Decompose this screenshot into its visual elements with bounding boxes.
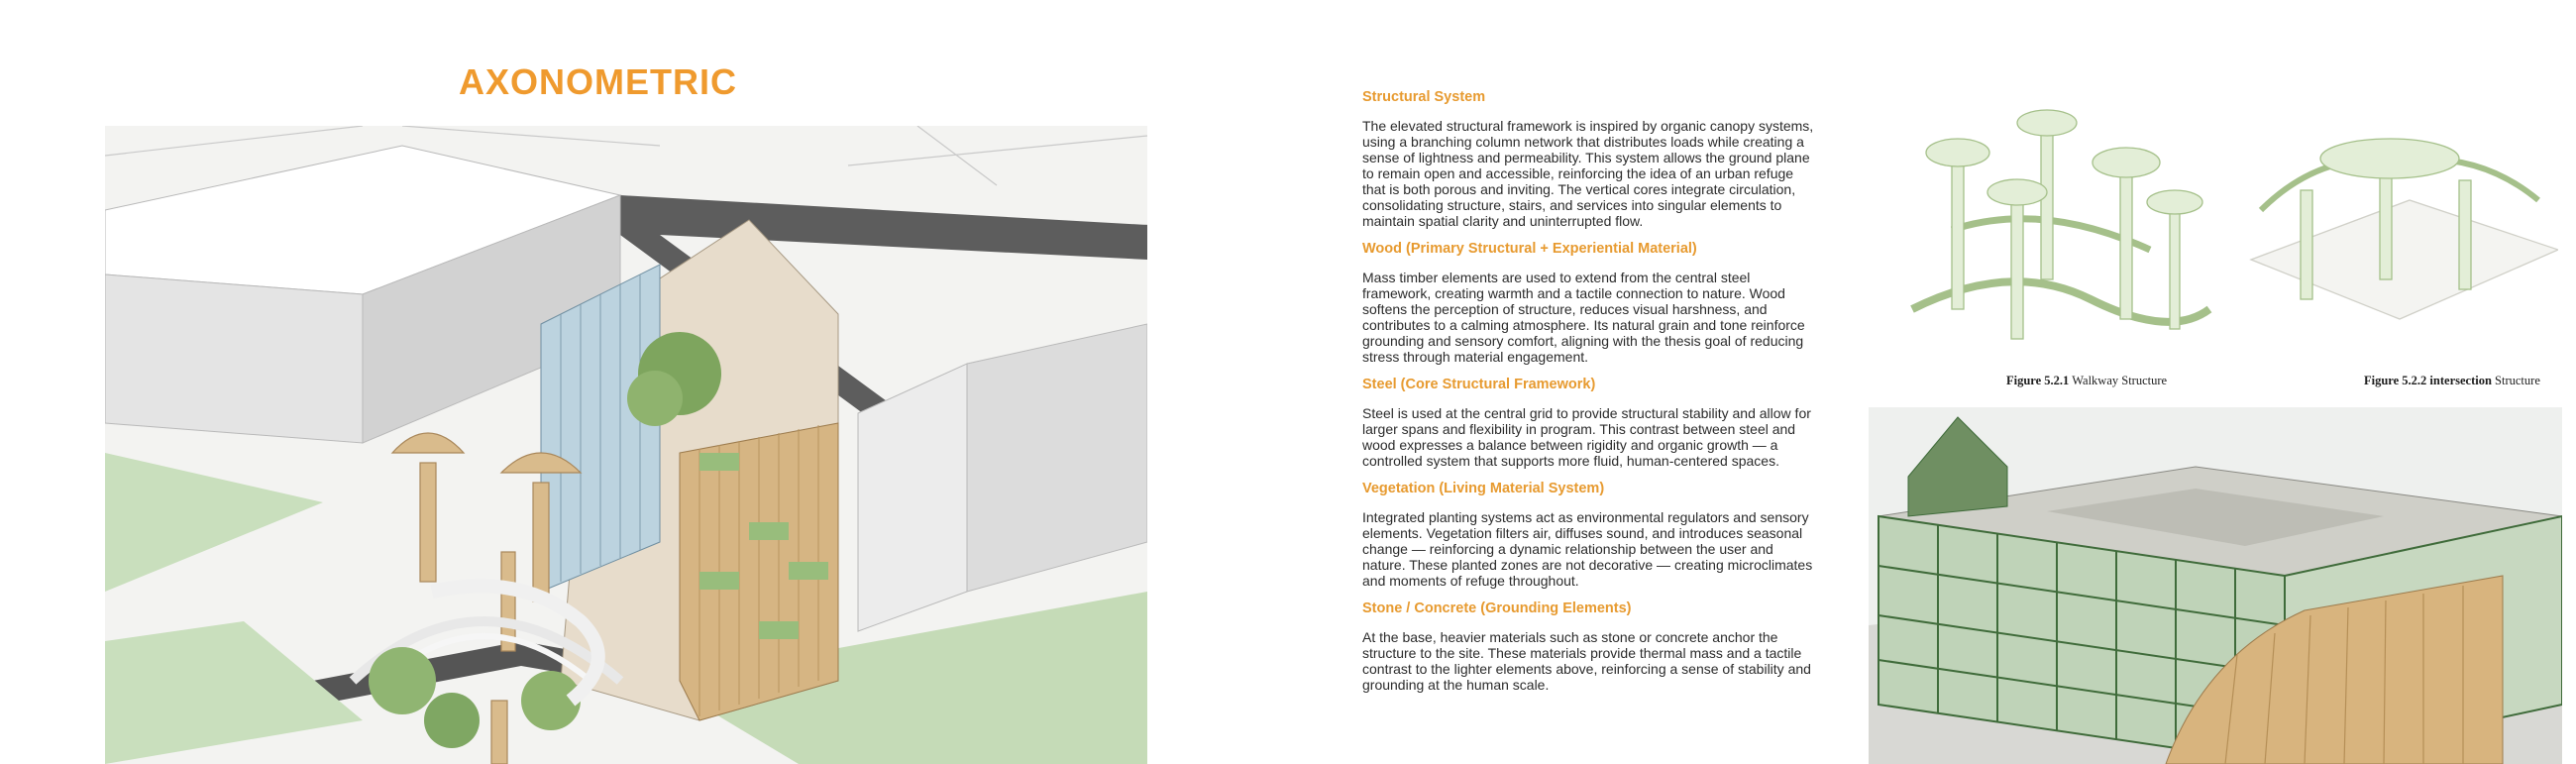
axonometric-illustration	[105, 126, 1147, 764]
section-body: Steel is used at the central grid to provide structural stability and allow for larger spans and flexibility in program. This contrast between steel and wood expresses a balance between rigidity and organic growth — a controlled system that supports more fluid, human-centered spaces.	[1362, 405, 1811, 469]
figure-caption: Walkway Structure	[2072, 374, 2168, 387]
intersection-caption	[2364, 374, 2540, 388]
section-heading: Structural System	[1362, 89, 1486, 105]
figure-caption: Structure	[2495, 374, 2540, 387]
section-body: Mass timber elements are used to extend from the central steel framework, creating warmth and a tactile connection to nature. Wood softens the perception of structure, reduces visual harshness, and contributes to a calming atmosphere. Its natural grain and tone reinforce grounding and sensory comfort, aligning with the thesis goal of reducing stress through material engagement.	[1362, 270, 1805, 365]
section-heading: Stone / Concrete (Grounding Elements)	[1362, 600, 1632, 616]
building-render	[1869, 407, 2562, 764]
section-body: The elevated structural framework is inspired by organic canopy systems, using a branching column network that distributes loads while creating a sense of lightness and permeability. This system allows the ground plane to remain open and accessible, reinforcing the idea of an urban refuge that is both porous and inviting. The vertical cores integrate circulation, consolidating structure, stairs, and services into singular elements to maintain spatial clarity and uninterrupted flow.	[1362, 118, 1814, 229]
section-heading: Wood (Primary Structural + Experiential Material)	[1362, 241, 1697, 257]
section-heading: Vegetation (Living Material System)	[1362, 481, 1605, 496]
section-structural-system	[1362, 89, 1820, 229]
section-heading: Steel (Core Structural Framework)	[1362, 377, 1596, 392]
intersection-structure-figure	[2241, 81, 2558, 371]
walkway-structure-figure	[1892, 81, 2219, 371]
page-title: AXONOMETRIC	[459, 61, 737, 102]
section-wood	[1362, 241, 1820, 365]
section-body: At the base, heavier materials such as stone or concrete anchor the structure to the site. These materials provide thermal mass and a tactile contrast to the lighter elements above, reinforcing a sense of stability and grounding at the human scale.	[1362, 629, 1811, 693]
section-stone-concrete	[1362, 600, 1820, 693]
section-vegetation	[1362, 481, 1820, 589]
figure-label: Figure 5.2.2 intersection	[2364, 374, 2492, 387]
section-body: Integrated planting systems act as environmental regulators and sensory elements. Vegetation filters air, diffuses sound, and introduces seasonal change — reinforcing a dynamic relationship between the user and nature. These planted zones are not decorative — creating microclimates and moments of refuge throughout.	[1362, 509, 1813, 589]
text-column	[1362, 89, 1820, 705]
section-steel	[1362, 377, 1820, 469]
walkway-caption	[2006, 374, 2167, 388]
figure-label: Figure 5.2.1	[2006, 374, 2070, 387]
